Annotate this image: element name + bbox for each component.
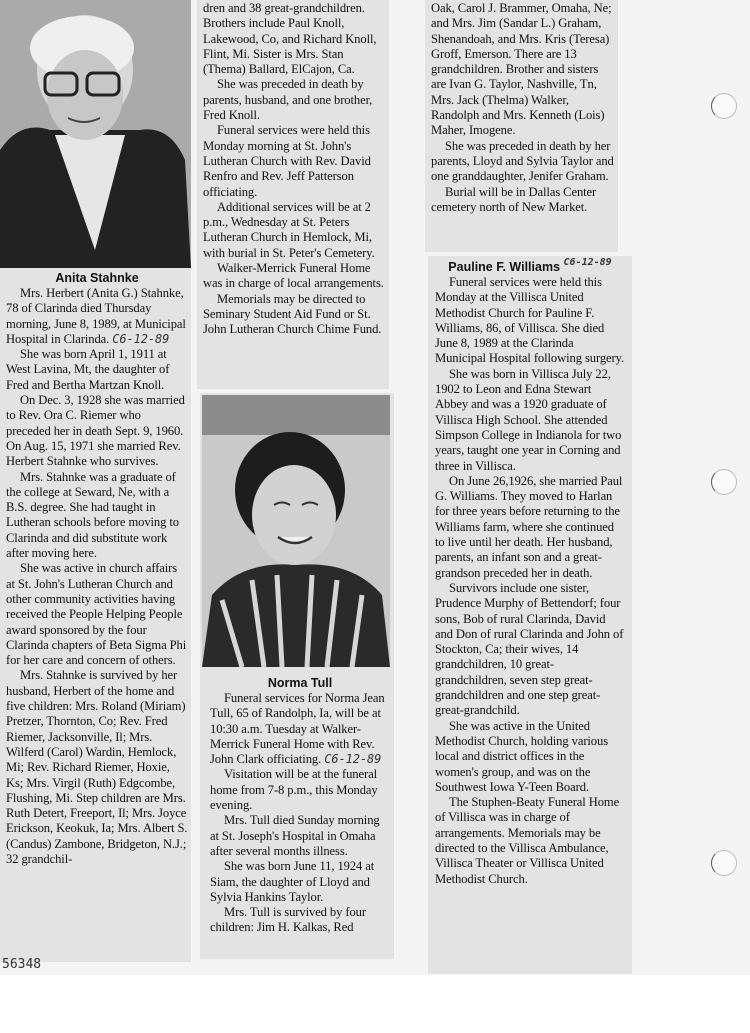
obituary-paragraph: Memorials may be directed to Seminary Student Aid Fund or St. John Lutheran Church Chime Fund. <box>203 291 382 337</box>
obituary-paragraph: dren and 38 great-grandchildren. Brothers include Paul Knoll, Lakewood, Co, and Richard Knoll, Flint, Mi. Sister is Mrs. Stan (Thema) Ballard, ElCajon, Ca. <box>203 1 377 77</box>
obituary-paragraph: Visitation will be at the funeral home from 7-8 p.m., this Monday evening. <box>210 767 378 813</box>
obituary-paragraph: Mrs. Stahnke was a graduate of the college at Seward, Ne, with a B.S. degree. She had taught in Lutheran schools before moving to Clarinda and did substitute work after moving here. <box>6 469 179 561</box>
williams-text-block <box>435 257 625 887</box>
obituary-paragraph: She was active in the United Methodist Church, holding various local and district offices in the women's group, and was on the Southwest Iowa Y-Teen Board. <box>435 718 609 794</box>
obituary-name: Norma Tull <box>267 676 333 690</box>
handwritten-date: C6-12-89 <box>563 257 612 268</box>
page-margin <box>0 975 750 1033</box>
handwritten-date: C6-12-89 <box>324 752 382 767</box>
stahnke-text-block <box>6 271 188 867</box>
obituary-paragraph: Oak, Carol J. Brammer, Omaha, Ne; and Mrs. Jim (Sandar L.) Graham, Shenandoah, and Mrs. Kris (Teresa) Groff, Emerson. There are 13 grandchildren. Brother and sisters are Ivan G. Taylor, Nashville, Tn, Mrs. Jack (Thelma) Walker, Randolph and Mrs. Kenneth (Lois) Maher, Imogene. <box>431 1 612 138</box>
punch-hole <box>711 469 737 495</box>
obituary-paragraph: The Stuphen-Beaty Funeral Home of Villisca was in charge of arrangements. Memorials may be directed to the Villisca Ambulance, Villisca Theater or Villisca United Methodist Church. <box>435 795 620 886</box>
obituary-paragraph: She was born in Villisca July 22, 1902 to Leon and Edna Stewart Abbey and was a 1920 graduate of Villisca High School. She attended Simpson College in Indianola for two years, taught one year in Corning and three in Villisca. <box>435 366 622 473</box>
obituary-paragraph: She was preceded in death by her parents, Lloyd and Sylvia Taylor and one granddaughter, Jenifer Graham. <box>431 138 614 184</box>
obituary-paragraph: Funeral services were held this Monday morning at St. John's Lutheran Church with Rev. David Renfro and Rev. Jeff Patterson officiating. <box>203 123 371 199</box>
obituary-paragraph: Mrs. Herbert (Anita G.) Stahnke, 78 of Clarinda died Thursday morning, June 8, 1989, at Municipal Hospital in Clarinda. <box>6 286 186 346</box>
obituary-stahnke-col1 <box>0 0 191 962</box>
obituary-paragraph: She was born April 1, 1911 at West Lavina, Mt, the daughter of Fred and Bertha Martzan Knoll. <box>6 347 170 392</box>
tull-text-block <box>210 676 390 936</box>
archive-number: 56348 <box>2 957 42 972</box>
photo-anita-stahnke <box>0 0 191 268</box>
obituary-tull-col3 <box>425 0 618 252</box>
obituary-stahnke-col2 <box>197 0 389 389</box>
obituary-paragraph: On Dec. 3, 1928 she was married to Rev. Ora C. Riemer who preceded her in death Sept. 9, 1960. On Aug. 15, 1971 she married Rev. Herbert Stahnke who survives. <box>6 393 185 469</box>
obituary-tull <box>200 393 394 959</box>
obituary-paragraph: On June 26,1926, she married Paul G. Williams. They moved to Harlan for three years before returning to the Williams farm, where she continued to live until her death. Her husband, parents, an infant son and a great-grandson preceded her in death. <box>435 473 623 580</box>
portrait-image <box>0 0 191 268</box>
obituary-paragraph: Mrs. Tull died Sunday morning at St. Joseph's Hospital in Omaha after several months illness. <box>210 813 380 858</box>
handwritten-date: C6-12-89 <box>112 331 170 346</box>
obituary-paragraph: Mrs. Tull is survived by four children: Jim H. Kalkas, Red <box>210 905 366 935</box>
obituary-williams <box>428 256 632 974</box>
obituary-paragraph: Mrs. Stahnke is survived by her husband, Herbert of the home and five children: Mrs. Roland (Miriam) Pretzer, Thornton, Co; Rev. Fred Riemer, Jacksonville, Il; Mrs. Wilferd (Carol) Wardin, Hemlock, Mi; Rev. Richard Riemer, Hoxie, Ks; Mrs. Virgil (Ruth) Edgcombe, Flushing, Mi. Step children are Mrs. Ruth Detert, Freeport, Il; Mrs. Joyce Erickson, Keokuk, Ia; Mrs. Albert S. (Candus) Zambone, Bridgeton, N.J.; 32 grandchil- <box>6 668 188 866</box>
punch-hole <box>711 93 737 119</box>
obituary-paragraph: She was preceded in death by parents, husband, and one brother, Fred Knoll. <box>203 77 373 123</box>
portrait-image <box>202 395 390 667</box>
obituary-paragraph: She was born June 11, 1924 at Siam, the daughter of Lloyd and Sylvia Hankins Taylor. <box>210 859 375 904</box>
obituary-paragraph: Walker-Merrick Funeral Home was in charge of local arrangements. <box>203 261 384 291</box>
punch-hole <box>711 850 737 876</box>
obituary-name: Anita Stahnke <box>55 271 139 285</box>
obituary-paragraph: She was active in church affairs at St. John's Lutheran Church and other community activities having received the People Helping People award sponsored by the four Clarinda chapters of Beta Sigma Phi for her care and concern of others. <box>6 561 187 668</box>
obituary-paragraph: Funeral services for Norma Jean Tull, 65 of Randolph, Ia, will be at 10:30 a.m. Tuesday at Walker-Merrick Funeral Home with Rev. John Clark officiating. <box>210 691 385 767</box>
photo-norma-tull <box>202 395 390 667</box>
obituary-paragraph: Funeral services were held this Monday at the Villisca United Methodist Church for Pauline F. Williams, 86, of Villisca. She died June 8, 1989 at the Clarinda Municipal Hospital following surgery. <box>435 275 625 366</box>
obituary-paragraph: Burial will be in Dallas Center cemetery north of New Market. <box>431 184 597 214</box>
obituary-name: Pauline F. Williams <box>448 260 561 274</box>
obituary-paragraph: Survivors include one sister, Prudence Murphy of Bettendorf; four sons, Bob of rural Clarinda, David and Don of rural Clarinda and John of Stockton, Ca; their wives, 14 grandchildren, 10 great-grandchildren, seven step great-grandchildren and one step great-great-grandchild. <box>435 580 624 718</box>
obituary-paragraph: Additional services will be at 2 p.m., Wednesday at St. Peters Lutheran Church in Hemlock, Mi, with burial in St. Peter's Cemetery. <box>203 199 375 260</box>
